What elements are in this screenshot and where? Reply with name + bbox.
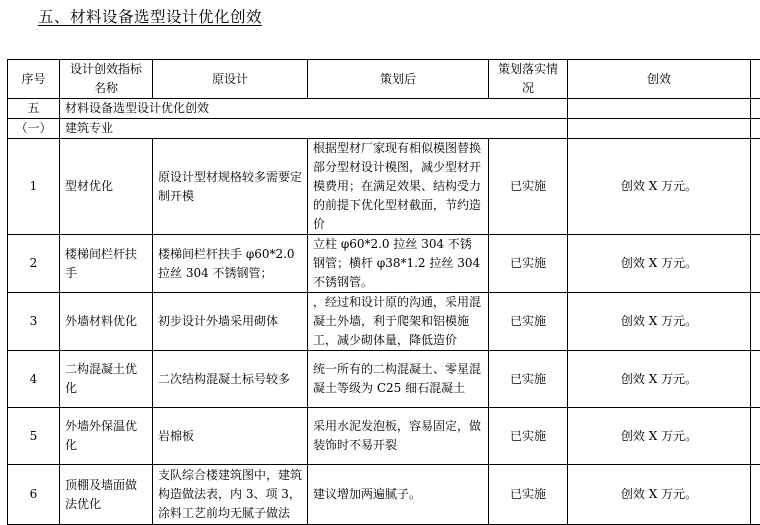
row-indicator: 外墙外保温优化	[60, 408, 153, 465]
row-status: 已实施	[489, 139, 568, 235]
row-planned: 立柱 φ60*2.0 拉丝 304 不锈钢管；横杆 φ38*1.2 拉丝 304 不锈钢管。	[308, 235, 489, 293]
row-extra	[751, 139, 760, 235]
row-benefit: 创效 X 万元。	[568, 408, 751, 465]
header-index: 序号	[8, 60, 60, 99]
row-planned: 根据型材厂家现有相似模图替换部分型材设计模图，减少型材开模费用；在满足效果、结构受力的前提下优化型材截面，节约造价	[308, 139, 489, 235]
table-row	[8, 408, 760, 465]
header-planned: 策划后	[308, 60, 489, 99]
row-index: 6	[8, 465, 60, 525]
row-index: 5	[8, 408, 60, 465]
row-status: 已实施	[489, 235, 568, 293]
row-status: 已实施	[489, 293, 568, 351]
row-index: 2	[8, 235, 60, 293]
section-index: 五	[8, 99, 60, 119]
header-benefit: 创效	[568, 60, 751, 99]
row-indicator: 顶棚及墙面做法优化	[60, 465, 153, 525]
table-row	[8, 293, 760, 351]
header-status: 策划落实情况	[489, 60, 568, 99]
subsection-label: 建筑专业	[60, 119, 568, 139]
row-benefit: 创效 X 万元。	[568, 235, 751, 293]
row-benefit: 创效 X 万元。	[568, 465, 751, 525]
row-indicator: 二构混凝土优化	[60, 351, 153, 408]
row-extra	[751, 235, 760, 293]
row-benefit: 创效 X 万元。	[568, 139, 751, 235]
row-extra	[751, 293, 760, 351]
section-empty	[568, 99, 751, 119]
row-original: 楼梯间栏杆扶手 φ60*2.0 拉丝 304 不锈钢管；	[153, 235, 308, 293]
header-extra	[751, 60, 760, 99]
header-indicator: 设计创效指标名称	[60, 60, 153, 99]
optimization-table	[7, 59, 760, 525]
row-original: 岩棉板	[153, 408, 308, 465]
section-label: 材料设备选型设计优化创效	[60, 99, 568, 119]
row-indicator: 型材优化	[60, 139, 153, 235]
section-row	[8, 99, 760, 119]
row-planned: 建议增加两遍腻子。	[308, 465, 489, 525]
table-row	[8, 465, 760, 525]
row-benefit: 创效 X 万元。	[568, 293, 751, 351]
row-planned: 采用水泥发泡板，容易固定，做装饰时不易开裂	[308, 408, 489, 465]
table-row	[8, 139, 760, 235]
row-extra	[751, 408, 760, 465]
table-row	[8, 351, 760, 408]
row-benefit: 创效 X 万元。	[568, 351, 751, 408]
header-original: 原设计	[153, 60, 308, 99]
table-row	[8, 235, 760, 293]
row-indicator: 楼梯间栏杆扶手	[60, 235, 153, 293]
row-extra	[751, 465, 760, 525]
row-planned: ，经过和设计原的沟通，采用混凝土外墙，利于爬架和铝模施工，减少砌体量，降低造价	[308, 293, 489, 351]
subsection-index: （一）	[8, 119, 60, 139]
row-index: 4	[8, 351, 60, 408]
page-heading: 五、材料设备选型设计优化创效	[38, 5, 262, 27]
row-original: 初步设计外墙采用砌体	[153, 293, 308, 351]
row-status: 已实施	[489, 351, 568, 408]
table-header-row	[8, 60, 760, 99]
row-original: 二次结构混凝土标号较多	[153, 351, 308, 408]
subsection-row	[8, 119, 760, 139]
row-index: 1	[8, 139, 60, 235]
subsection-extra	[751, 119, 760, 139]
row-original: 支队综合楼建筑图中，建筑构造做法表，内 3、项 3，涂料工艺前均无腻子做法	[153, 465, 308, 525]
row-original: 原设计型材规格较多需要定制开模	[153, 139, 308, 235]
row-status: 已实施	[489, 465, 568, 525]
section-extra	[751, 99, 760, 119]
row-extra	[751, 351, 760, 408]
row-indicator: 外墙材料优化	[60, 293, 153, 351]
row-index: 3	[8, 293, 60, 351]
row-status: 已实施	[489, 408, 568, 465]
subsection-empty	[568, 119, 751, 139]
row-planned: 统一所有的二构混凝土、零星混凝土等级为 C25 细石混凝土	[308, 351, 489, 408]
